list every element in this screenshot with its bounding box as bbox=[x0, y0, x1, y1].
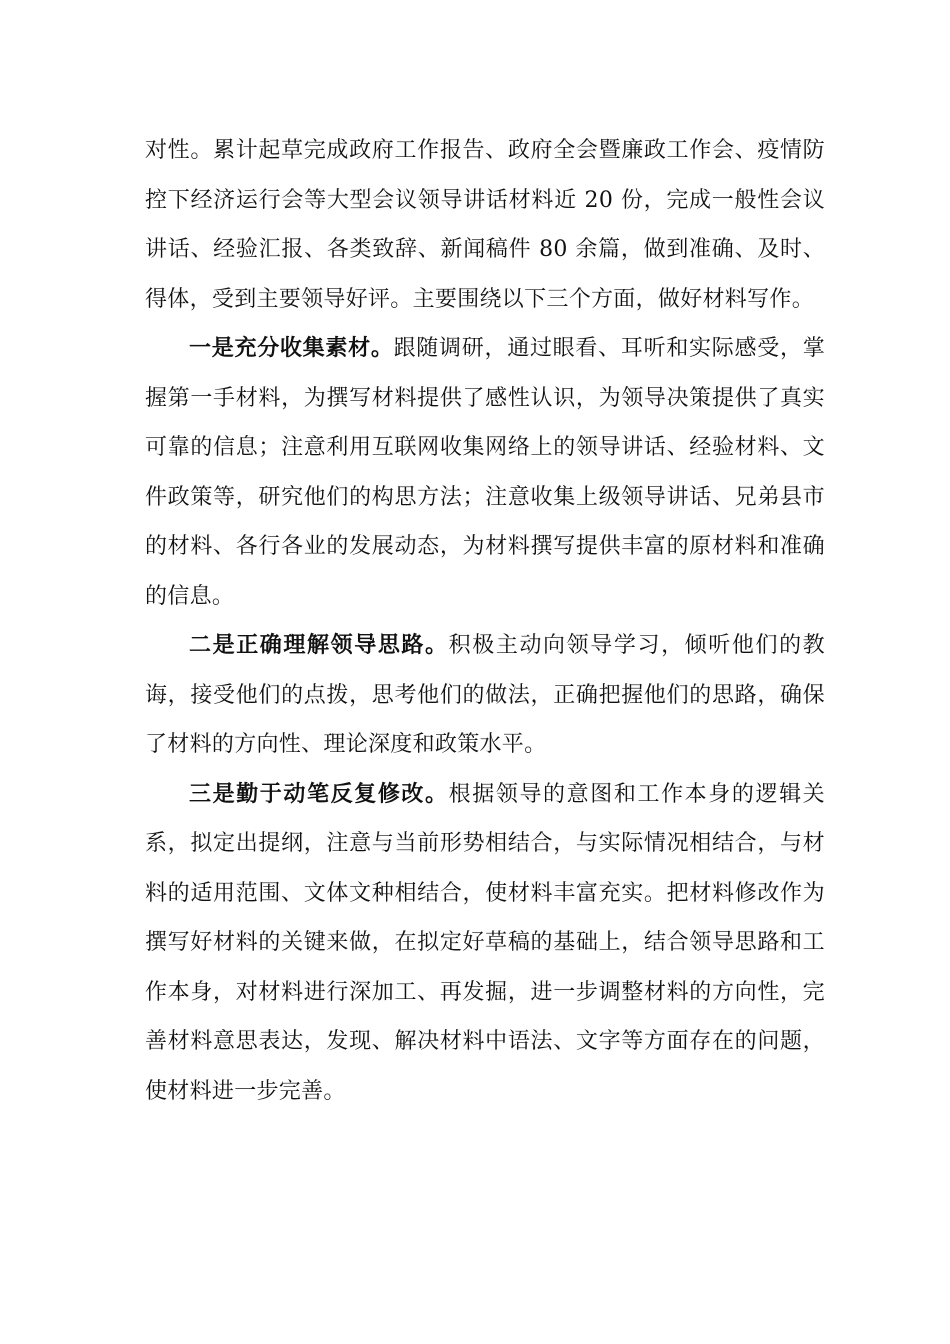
paragraph-text: 对性。累计起草完成政府工作报告、政府全会暨廉政工作会、疫情防控下经济运行会等大型会议领导讲话材料近 20 份，完成一般性会议讲话、经验汇报、各类致辞、新闻稿件 80 余篇，做到准确、及时、得体，受到主要领导好评。主要围绕以下三个方面，做好材料写作。 bbox=[145, 138, 825, 312]
paragraph-text: 根据领导的意图和工作本身的逻辑关系，拟定出提纲，注意与当前形势相结合，与实际情况相结合，与材料的适用范围、文体文种相结合，使材料丰富充实。把材料修改作为撰写好材料的关键来做，在拟定好草稿的基础上，结合领导思路和工作本身，对材料进行深加工、再发掘，进一步调整材料的方向性，完善材料意思表达，发现、解决材料中语法、文字等方面存在的问题，使材料进一步完善。 bbox=[145, 781, 825, 1104]
paragraph-continuation bbox=[145, 126, 825, 324]
paragraph-text: 跟随调研，通过眼看、耳听和实际感受，掌握第一手材料，为撰写材料提供了感性认识，为领导决策提供了真实可靠的信息；注意利用互联网收集网络上的领导讲话、经验材料、文件政策等，研究他们的构思方法；注意收集上级领导讲话、兄弟县市的材料、各行各业的发展动态，为材料撰写提供丰富的原材料和准确的信息。 bbox=[145, 336, 826, 609]
paragraph-lead: 二是正确理解领导思路。 bbox=[189, 632, 449, 658]
paragraph-collect-materials bbox=[145, 324, 825, 621]
paragraph-revise-diligently bbox=[145, 770, 825, 1117]
document-body bbox=[145, 126, 825, 1116]
paragraph-text: 积极主动向领导学习，倾听他们的教诲，接受他们的点拨，思考他们的做法，正确把握他们的思路，确保了材料的方向性、理论深度和政策水平。 bbox=[145, 633, 825, 757]
paragraph-lead: 三是勤于动笔反复修改。 bbox=[189, 780, 449, 807]
paragraph-lead: 一是充分收集素材。 bbox=[189, 335, 394, 361]
paragraph-understand-leadership bbox=[145, 621, 825, 770]
